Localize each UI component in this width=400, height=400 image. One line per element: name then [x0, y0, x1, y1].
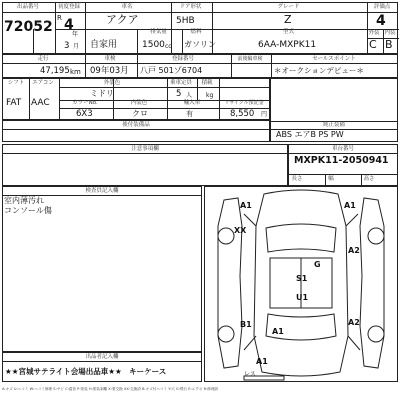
vin-label: 車台番号	[331, 146, 354, 152]
damage-a1-right: A1	[344, 201, 356, 210]
shaken-expiry: 09年03月	[90, 66, 129, 76]
recycle-unit: 円	[261, 111, 268, 118]
damage-s1: S1	[296, 274, 308, 283]
inspection-line-2: コンソール傷	[4, 206, 52, 215]
registration-month: 3	[64, 41, 70, 51]
shift-label: シフト	[7, 80, 25, 86]
plate-number: 八戸 501ゾ6704	[140, 66, 203, 75]
damage-a2-rear: A2	[348, 318, 360, 327]
door-type: 5HB	[176, 16, 195, 26]
recycle-fee: 8,550	[230, 109, 255, 119]
height-label: 高さ	[363, 176, 375, 182]
mileage-unit: km	[70, 68, 81, 76]
colorno-label: カラーNo.	[72, 100, 98, 106]
car-diagram	[204, 186, 398, 382]
displacement-unit: cc	[165, 43, 172, 50]
fuel-type: ガソリン	[184, 40, 216, 49]
fuel-label: 燃料	[190, 29, 202, 35]
aircon-type: AAC	[31, 98, 50, 108]
grade-label: グレード	[277, 4, 300, 10]
inspection-line-1: 室内薄汚れ	[4, 196, 44, 205]
exterior-color: ミドリ	[90, 89, 114, 98]
capacity: 5	[176, 89, 182, 99]
damage-xx: XX	[234, 226, 247, 235]
interior-color-label: 内装色	[130, 100, 148, 106]
load-unit: kg	[206, 92, 214, 99]
month-unit: 月	[73, 43, 80, 50]
damage-legend-footnote: A:キズ U:ヘコミ W:ヘコミ修理 S:サビ C:腐食 P:塗装 H:塗装剥離 X:要交換 XX:交換済 B:キズ付ヘコミ Y:穴 G:飛石 E:エクボ R:修理跡	[2, 387, 219, 391]
capacity-label: 乗車定員	[169, 80, 192, 86]
car-name: アクア	[106, 13, 139, 26]
era-mark: R	[57, 14, 62, 22]
damage-a1-bottom: A1	[256, 357, 268, 366]
inspector-label: 検査員記入欄	[85, 188, 119, 194]
auction-score: 4	[376, 13, 386, 29]
sales-point: ＊オークションデビュー＊	[274, 66, 364, 75]
first-registration-label: 初度登録	[57, 4, 80, 10]
plate-label: 登録番号	[171, 56, 194, 62]
exterior-grade: C	[369, 38, 377, 51]
width-label: 幅	[328, 176, 334, 182]
damage-a1-rear: A1	[272, 327, 284, 336]
interior-grade: B	[385, 38, 393, 51]
aircon-label: エアコン	[32, 80, 54, 86]
damage-u1: U1	[296, 293, 309, 302]
damage-b1: B1	[240, 320, 252, 329]
equipment: ABS エアB PS PW	[276, 130, 344, 139]
notes-label: 前後輪車検	[237, 56, 263, 62]
rear-label: レス	[244, 371, 256, 378]
caution-label: 注意事項欄	[131, 146, 159, 152]
import-note: 有	[186, 110, 193, 118]
vin: MXPK11-2050941	[294, 155, 389, 166]
import-label: 輸入車	[183, 100, 201, 106]
seller-label: 出品者記入欄	[85, 354, 119, 360]
grade: Z	[284, 13, 292, 26]
model-label: 型式	[282, 29, 294, 35]
year-unit: 年	[72, 31, 79, 38]
car-name-label: 車名	[121, 4, 133, 10]
registration-year: 4	[64, 17, 74, 33]
exterior-label: 外装	[368, 30, 380, 36]
displacement-label: 排気量	[150, 29, 167, 35]
seller-note: ★★宮城サテライト会場出品車★★ キーケース	[5, 367, 167, 376]
lot-label: 出品番号	[16, 4, 39, 10]
model-code: 6AA-MXPK11	[258, 40, 317, 50]
displacement: 1500	[142, 40, 165, 50]
door-label: ドア形状	[179, 4, 202, 10]
color-number: 6X3	[76, 109, 93, 119]
shift-type: FAT	[6, 98, 22, 108]
shaken-label: 車検	[104, 56, 116, 62]
mileage: 47,195	[40, 66, 70, 76]
color-label: 外装色	[103, 80, 121, 86]
interior-label: 内装	[384, 30, 396, 36]
score-label: 評価点	[373, 4, 391, 10]
mileage-label: 走行	[37, 56, 49, 62]
damage-g: G	[314, 260, 321, 269]
damage-a1-top: A1	[240, 201, 252, 210]
equipment-label: 純正装備	[322, 122, 345, 128]
postfit-label: 後付装備品	[122, 122, 150, 128]
length-label: 長さ	[291, 176, 303, 182]
usage-type: 自家用	[90, 40, 118, 50]
sales-point-label: セールスポイント	[312, 56, 356, 62]
lot-number: 72052	[4, 19, 53, 35]
load-label: 積載	[201, 80, 213, 86]
recycle-label: リサイクル預託金	[224, 100, 264, 106]
capacity-unit: 人	[186, 92, 193, 99]
damage-a2-right: A2	[348, 246, 360, 255]
interior-color: クロ	[132, 109, 148, 118]
